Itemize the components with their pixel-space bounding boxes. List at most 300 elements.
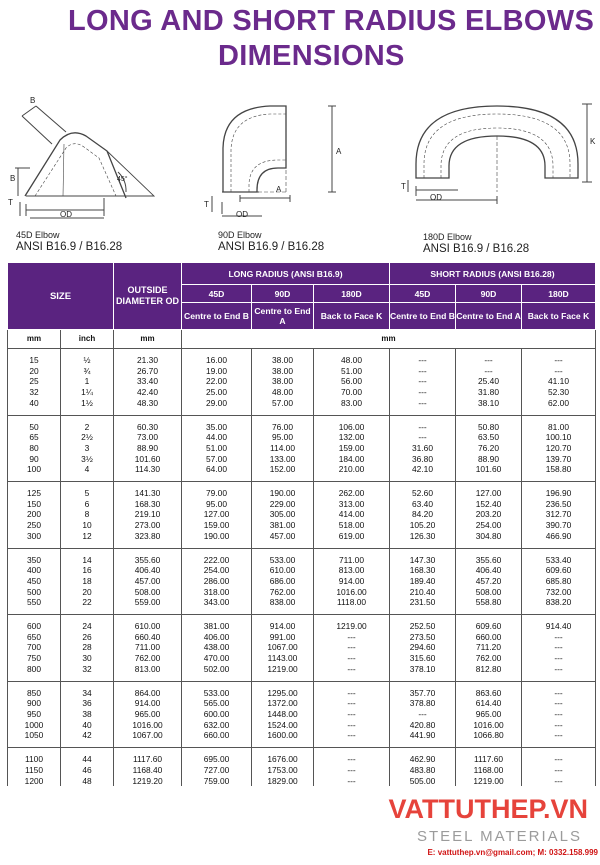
table-cell: 457.00 <box>252 531 314 548</box>
table-cell: --- <box>522 730 596 747</box>
table-cell: 159.00 <box>314 443 390 454</box>
table-cell: 42 <box>61 730 114 747</box>
caption-45d-standard: ANSI B16.9 / B16.28 <box>16 241 123 253</box>
table-cell: 619.00 <box>314 531 390 548</box>
table-row <box>8 499 596 510</box>
table-row <box>8 730 596 747</box>
table-cell: 273.50 <box>390 632 456 643</box>
header-long-centre-a: Centre to End A <box>252 303 314 330</box>
table-cell: 1448.00 <box>252 709 314 720</box>
table-row <box>8 398 596 415</box>
table-cell: 632.00 <box>182 720 252 731</box>
table-cell: 1676.00 <box>252 748 314 765</box>
table-cell: 200 <box>8 509 61 520</box>
table-cell: 508.00 <box>114 587 182 598</box>
table-cell: 50.80 <box>456 415 522 432</box>
elbow-180d-drawing <box>408 104 592 204</box>
watermark-sub: STEEL MATERIALS <box>416 828 582 845</box>
caption-90d-name: 90D Elbow <box>218 230 262 240</box>
table-cell: 1168.40 <box>114 765 182 776</box>
table-cell: 63.50 <box>456 432 522 443</box>
table-cell: --- <box>314 720 390 731</box>
label-od-45: OD <box>60 210 72 219</box>
watermark-brand: VATTUTHEP.VN <box>388 794 588 824</box>
table-row <box>8 454 596 465</box>
table-cell: --- <box>522 776 596 787</box>
table-cell: 1600.00 <box>252 730 314 747</box>
table-cell: --- <box>522 765 596 776</box>
table-cell: 812.80 <box>456 664 522 681</box>
table-cell: 36.80 <box>390 454 456 465</box>
table-cell: 26 <box>61 632 114 643</box>
table-cell: 34 <box>61 681 114 698</box>
table-cell: 127.00 <box>182 509 252 520</box>
table-cell: --- <box>390 387 456 398</box>
header-short-centre-a: Centre to End A <box>456 303 522 330</box>
table-cell: 614.40 <box>456 698 522 709</box>
elbow-45d-drawing <box>15 106 154 218</box>
table-cell: 533.00 <box>252 548 314 565</box>
table-cell: 126.30 <box>390 531 456 548</box>
table-row <box>8 349 596 366</box>
table-cell: 132.00 <box>314 432 390 443</box>
table-row <box>8 565 596 576</box>
header-long-centre-b: Centre to End B <box>182 303 252 330</box>
table-cell: --- <box>314 681 390 698</box>
page-title-line-1: LONG AND SHORT RADIUS ELBOWS <box>68 5 595 37</box>
table-cell: 36 <box>61 698 114 709</box>
table-cell: 914.40 <box>522 615 596 632</box>
table-cell: --- <box>522 748 596 765</box>
table-cell: --- <box>390 398 456 415</box>
label-deg-45: 45° <box>117 176 128 183</box>
table-cell: 813.00 <box>114 664 182 681</box>
table-cell: 727.00 <box>182 765 252 776</box>
table-cell: 80 <box>8 443 61 454</box>
table-row <box>8 482 596 499</box>
table-cell: 660.00 <box>182 730 252 747</box>
table-row <box>8 642 596 653</box>
table-row <box>8 709 596 720</box>
table-cell: 695.00 <box>182 748 252 765</box>
table-cell: 711.20 <box>456 642 522 653</box>
header-long-back-k: Back to Face K <box>314 303 390 330</box>
table-cell: 406.40 <box>456 565 522 576</box>
table-cell: 305.00 <box>252 509 314 520</box>
table-cell: 1118.00 <box>314 597 390 614</box>
table-cell: --- <box>314 664 390 681</box>
table-cell: 1117.60 <box>456 748 522 765</box>
label-k-180: K <box>590 137 596 146</box>
table-cell: 762.00 <box>252 587 314 598</box>
table-cell: --- <box>522 632 596 643</box>
table-cell: 106.00 <box>314 415 390 432</box>
table-cell: 950 <box>8 709 61 720</box>
table-cell: 406.40 <box>114 565 182 576</box>
table-cell: 1219.00 <box>314 615 390 632</box>
table-cell: 114.30 <box>114 464 182 481</box>
table-cell: 254.00 <box>456 520 522 531</box>
header-od: OUTSIDE DIAMETER OD <box>114 263 182 330</box>
caption-45d <box>16 230 122 253</box>
table-cell: 355.60 <box>114 548 182 565</box>
table-cell: 466.90 <box>522 531 596 548</box>
header-long-90d: 90D <box>252 285 314 303</box>
table-cell: 139.70 <box>522 454 596 465</box>
table-cell: 1117.60 <box>114 748 182 765</box>
table-cell: 147.30 <box>390 548 456 565</box>
table-row <box>8 698 596 709</box>
table-cell: 250 <box>8 520 61 531</box>
table-cell: 24 <box>61 615 114 632</box>
unit-od-mm: mm <box>114 330 182 349</box>
table-cell: 76.20 <box>456 443 522 454</box>
table-cell: 32 <box>8 387 61 398</box>
table-cell: 196.90 <box>522 482 596 499</box>
table-cell: 610.00 <box>114 615 182 632</box>
table-cell: --- <box>314 765 390 776</box>
table-cell: 210.40 <box>390 587 456 598</box>
table-cell: 189.40 <box>390 576 456 587</box>
table-cell: 1200 <box>8 776 61 787</box>
table-row <box>8 366 596 377</box>
table-row <box>8 415 596 432</box>
table-cell: 1016.00 <box>114 720 182 731</box>
table-cell: 57.00 <box>252 398 314 415</box>
table-cell: 60.30 <box>114 415 182 432</box>
table-cell: --- <box>390 349 456 366</box>
label-b-45: B <box>30 96 36 105</box>
table-row <box>8 387 596 398</box>
table-cell: 414.00 <box>314 509 390 520</box>
table-row <box>8 765 596 776</box>
table-cell: 31.80 <box>456 387 522 398</box>
table-cell: 203.20 <box>456 509 522 520</box>
table-cell: 1½ <box>61 398 114 415</box>
table-cell: 63.40 <box>390 499 456 510</box>
label-od-90: OD <box>236 210 248 219</box>
table-cell: 470.00 <box>182 653 252 664</box>
table-cell: 88.90 <box>456 454 522 465</box>
table-cell: 32 <box>61 664 114 681</box>
table-cell: 286.00 <box>182 576 252 587</box>
header-short-centre-b: Centre to End B <box>390 303 456 330</box>
table-cell: 457.00 <box>114 576 182 587</box>
table-cell: --- <box>390 432 456 443</box>
table-cell: 38 <box>61 709 114 720</box>
table-cell: 1050 <box>8 730 61 747</box>
table-cell: 350 <box>8 548 61 565</box>
table-cell: 84.20 <box>390 509 456 520</box>
table-cell: 609.60 <box>522 565 596 576</box>
table-cell: 813.00 <box>314 565 390 576</box>
table-row <box>8 664 596 681</box>
table-cell: 1067.00 <box>252 642 314 653</box>
table-cell: 44.00 <box>182 432 252 443</box>
table-cell: 1219.00 <box>456 776 522 787</box>
table-cell: --- <box>314 730 390 747</box>
header-short-back-k: Back to Face K <box>522 303 596 330</box>
table-cell: 273.00 <box>114 520 182 531</box>
table-cell: 16 <box>61 565 114 576</box>
table-cell: 686.00 <box>252 576 314 587</box>
table-cell: 125 <box>8 482 61 499</box>
header-short-radius: SHORT RADIUS (ANSI B16.28) <box>390 263 596 285</box>
table-cell: --- <box>456 366 522 377</box>
table-cell: 21.30 <box>114 349 182 366</box>
table-cell: 57.00 <box>182 454 252 465</box>
table-cell: 5 <box>61 482 114 499</box>
table-cell: 64.00 <box>182 464 252 481</box>
table-cell: 133.00 <box>252 454 314 465</box>
table-cell: 559.00 <box>114 597 182 614</box>
table-cell: 210.00 <box>314 464 390 481</box>
table-cell: 2 <box>61 415 114 432</box>
table-cell: 62.00 <box>522 398 596 415</box>
table-cell: 190.00 <box>182 531 252 548</box>
table-cell: 750 <box>8 653 61 664</box>
table-cell: 378.10 <box>390 664 456 681</box>
table-row <box>8 720 596 731</box>
table-cell: 158.80 <box>522 464 596 481</box>
table-cell: 70.00 <box>314 387 390 398</box>
table-cell: --- <box>390 376 456 387</box>
table-cell: 15 <box>8 349 61 366</box>
table-cell: 1150 <box>8 765 61 776</box>
table-cell: 533.00 <box>182 681 252 698</box>
table-cell: 420.80 <box>390 720 456 731</box>
table-cell: 83.00 <box>314 398 390 415</box>
table-cell: 900 <box>8 698 61 709</box>
table-cell: 914.00 <box>252 615 314 632</box>
table-cell: 18 <box>61 576 114 587</box>
label-a2-90: A <box>276 185 282 194</box>
table-cell: 457.20 <box>456 576 522 587</box>
table-cell: 28 <box>61 642 114 653</box>
table-cell: 1067.00 <box>114 730 182 747</box>
table-row <box>8 587 596 598</box>
table-cell: 12 <box>61 531 114 548</box>
table-cell: 565.00 <box>182 698 252 709</box>
table-cell: 35.00 <box>182 415 252 432</box>
table-cell: 711.00 <box>114 642 182 653</box>
table-cell: 1372.00 <box>252 698 314 709</box>
table-row <box>8 653 596 664</box>
elbow-diagrams <box>0 92 600 262</box>
header-short-90d: 90D <box>456 285 522 303</box>
table-row <box>8 509 596 520</box>
table-cell: 1524.00 <box>252 720 314 731</box>
table-cell: 508.00 <box>456 587 522 598</box>
table-cell: 42.40 <box>114 387 182 398</box>
table-cell: 1100 <box>8 748 61 765</box>
table-cell: 48.00 <box>252 387 314 398</box>
table-row <box>8 748 596 765</box>
table-cell: 390.70 <box>522 520 596 531</box>
table-cell: 100.10 <box>522 432 596 443</box>
table-cell: 19.00 <box>182 366 252 377</box>
table-cell: 550 <box>8 597 61 614</box>
table-cell: --- <box>390 366 456 377</box>
table-cell: 38.00 <box>252 349 314 366</box>
table-cell: 610.00 <box>252 565 314 576</box>
caption-45d-name: 45D Elbow <box>16 230 60 240</box>
table-row <box>8 576 596 587</box>
table-cell: 31.60 <box>390 443 456 454</box>
table-cell: 127.00 <box>456 482 522 499</box>
table-cell: 600 <box>8 615 61 632</box>
table-cell: 1016.00 <box>456 720 522 731</box>
table-cell: --- <box>390 709 456 720</box>
label-t-45: T <box>8 198 13 207</box>
table-cell: 343.00 <box>182 597 252 614</box>
table-cell: 29.00 <box>182 398 252 415</box>
table-cell: 381.00 <box>182 615 252 632</box>
table-cell: 219.10 <box>114 509 182 520</box>
unit-dim-mm: mm <box>182 330 596 349</box>
table-cell: 48 <box>61 776 114 787</box>
caption-180d-name: 180D Elbow <box>423 232 472 242</box>
table-cell: 100 <box>8 464 61 481</box>
table-row <box>8 531 596 548</box>
table-cell: 159.00 <box>182 520 252 531</box>
table-cell: 73.00 <box>114 432 182 443</box>
table-cell: 95.00 <box>182 499 252 510</box>
table-cell: --- <box>522 709 596 720</box>
table-row <box>8 464 596 481</box>
table-cell: 914.00 <box>114 698 182 709</box>
table-cell: 48.30 <box>114 398 182 415</box>
table-row <box>8 615 596 632</box>
table-cell: 323.80 <box>114 531 182 548</box>
header-size: SIZE <box>8 263 114 330</box>
table-cell: 1168.00 <box>456 765 522 776</box>
table-cell: 25.40 <box>456 376 522 387</box>
table-row <box>8 520 596 531</box>
table-cell: 229.00 <box>252 499 314 510</box>
table-row <box>8 776 596 787</box>
table-cell: 558.80 <box>456 597 522 614</box>
table-cell: 14 <box>61 548 114 565</box>
table-cell: 312.70 <box>522 509 596 520</box>
table-cell: 44 <box>61 748 114 765</box>
table-cell: 965.00 <box>456 709 522 720</box>
table-cell: 20 <box>61 587 114 598</box>
table-cell: 850 <box>8 681 61 698</box>
table-cell: 759.00 <box>182 776 252 787</box>
table-cell: 231.50 <box>390 597 456 614</box>
table-cell: --- <box>522 349 596 366</box>
label-od-180: OD <box>430 193 442 202</box>
caption-180d-standard: ANSI B16.9 / B16.28 <box>423 243 530 255</box>
table-cell: 20 <box>8 366 61 377</box>
table-cell: 1219.20 <box>114 776 182 787</box>
table-cell: 965.00 <box>114 709 182 720</box>
table-cell: 1000 <box>8 720 61 731</box>
watermark-contact: E: vattuthep.vn@gmail.com; M: 0332.158.999 <box>427 848 598 857</box>
table-cell: --- <box>390 415 456 432</box>
table-cell: 252.50 <box>390 615 456 632</box>
table-cell: --- <box>522 698 596 709</box>
table-row <box>8 443 596 454</box>
table-cell: 26.70 <box>114 366 182 377</box>
table-cell: 914.00 <box>314 576 390 587</box>
table-cell: 81.00 <box>522 415 596 432</box>
table-cell: 8 <box>61 509 114 520</box>
header-long-radius: LONG RADIUS (ANSI B16.9) <box>182 263 390 285</box>
table-cell: 1143.00 <box>252 653 314 664</box>
table-cell: 505.00 <box>390 776 456 787</box>
table-cell: 838.20 <box>522 597 596 614</box>
elbow-90d-drawing <box>212 106 336 216</box>
table-cell: 518.00 <box>314 520 390 531</box>
header-long-45d: 45D <box>182 285 252 303</box>
table-cell: 254.00 <box>182 565 252 576</box>
table-cell: 3½ <box>61 454 114 465</box>
header-short-45d: 45D <box>390 285 456 303</box>
table-cell: --- <box>314 642 390 653</box>
table-cell: 406.00 <box>182 632 252 643</box>
table-cell: 3 <box>61 443 114 454</box>
table-cell: --- <box>456 349 522 366</box>
table-cell: 355.60 <box>456 548 522 565</box>
table-cell: 438.00 <box>182 642 252 653</box>
table-cell: 1753.00 <box>252 765 314 776</box>
table-cell: 462.90 <box>390 748 456 765</box>
table-cell: 294.60 <box>390 642 456 653</box>
table-cell: 1066.80 <box>456 730 522 747</box>
table-cell: 76.00 <box>252 415 314 432</box>
table-cell: 190.00 <box>252 482 314 499</box>
table-cell: 500 <box>8 587 61 598</box>
table-cell: 168.30 <box>114 499 182 510</box>
table-cell: 141.30 <box>114 482 182 499</box>
table-cell: 502.00 <box>182 664 252 681</box>
table-cell: 52.30 <box>522 387 596 398</box>
table-cell: 152.00 <box>252 464 314 481</box>
page-title-line-2: DIMENSIONS <box>218 40 405 72</box>
table-cell: 4 <box>61 464 114 481</box>
table-cell: 150 <box>8 499 61 510</box>
table-cell: 22 <box>61 597 114 614</box>
table-cell: 42.10 <box>390 464 456 481</box>
table-cell: 25.00 <box>182 387 252 398</box>
table-cell: 1219.00 <box>252 664 314 681</box>
table-cell: 991.00 <box>252 632 314 643</box>
table-cell: 864.00 <box>114 681 182 698</box>
table-cell: --- <box>522 366 596 377</box>
table-row <box>8 597 596 614</box>
table-cell: 56.00 <box>314 376 390 387</box>
table-cell: 300 <box>8 531 61 548</box>
table-cell: 46 <box>61 765 114 776</box>
table-cell: 600.00 <box>182 709 252 720</box>
watermark <box>376 790 600 865</box>
table-cell: 65 <box>8 432 61 443</box>
table-cell: --- <box>522 720 596 731</box>
table-cell: 88.90 <box>114 443 182 454</box>
table-cell: 95.00 <box>252 432 314 443</box>
table-cell: --- <box>522 642 596 653</box>
table-cell: 838.00 <box>252 597 314 614</box>
table-row <box>8 548 596 565</box>
table-row <box>8 376 596 387</box>
table-cell: 1¼ <box>61 387 114 398</box>
unit-mm: mm <box>8 330 61 349</box>
table-cell: 378.80 <box>390 698 456 709</box>
label-t-180: T <box>401 182 406 191</box>
table-cell: 50 <box>8 415 61 432</box>
